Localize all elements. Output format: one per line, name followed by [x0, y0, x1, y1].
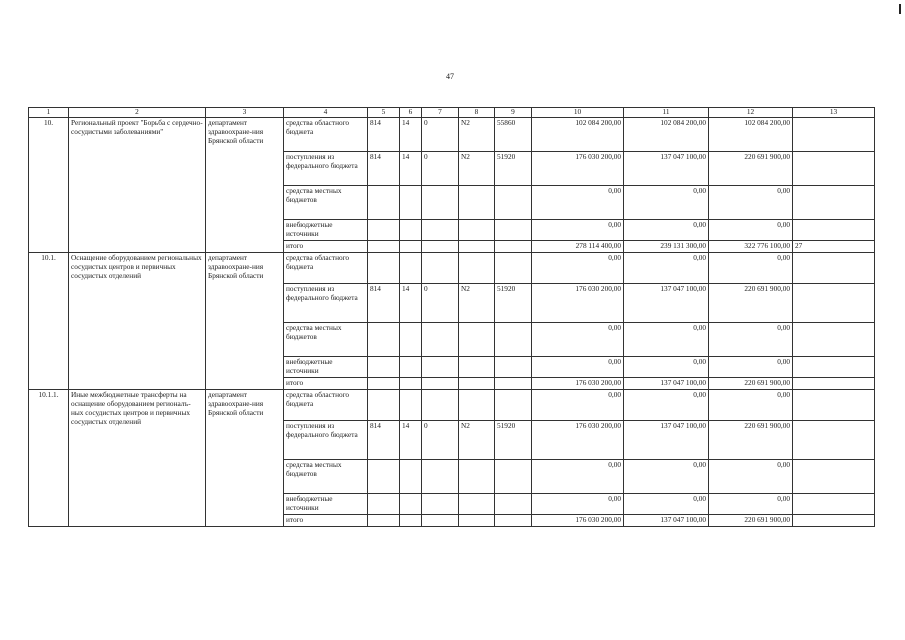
amount-cell: 278 114 400,00: [532, 240, 624, 252]
funding-source: внебюджетные источники: [284, 493, 368, 514]
funding-source: средства областного бюджета: [284, 117, 368, 151]
code-cell: [495, 356, 532, 377]
amount-cell: 0,00: [532, 185, 624, 219]
amount-cell: 0,00: [532, 459, 624, 493]
amount-cell: 137 047 100,00: [624, 283, 709, 322]
amount-cell: 0,00: [532, 356, 624, 377]
header-cell: 12: [709, 108, 793, 118]
project-name: Оснащение оборудованием региональных сосудистых центров и первичных сосудистых отделений: [69, 252, 206, 389]
header-cell: 9: [495, 108, 532, 118]
code-cell: 814: [368, 117, 400, 151]
amount-cell: 176 030 200,00: [532, 514, 624, 526]
code-cell: [459, 252, 495, 283]
amount-cell: 137 047 100,00: [624, 514, 709, 526]
project-name: Иные межбюджетные трансферты на оснащение оборудованием регионалъ-ных сосудистых центров и первичных сосудистых отделений: [69, 389, 206, 526]
row-number: 10.1.1.: [29, 389, 69, 526]
amount-cell: 220 691 900,00: [709, 283, 793, 322]
note-cell: [793, 283, 875, 322]
code-cell: [422, 389, 459, 420]
code-cell: [422, 356, 459, 377]
funding-source: средства областного бюджета: [284, 252, 368, 283]
amount-cell: 0,00: [709, 322, 793, 356]
code-cell: [422, 219, 459, 240]
note-cell: [793, 219, 875, 240]
note-cell: [793, 493, 875, 514]
code-cell: [459, 356, 495, 377]
code-cell: [400, 389, 422, 420]
code-cell: 0: [422, 420, 459, 459]
note-cell: 27: [793, 240, 875, 252]
header-cell: 10: [532, 108, 624, 118]
code-cell: [459, 459, 495, 493]
funding-source: итого: [284, 377, 368, 389]
amount-cell: 220 691 900,00: [709, 514, 793, 526]
code-cell: 0: [422, 117, 459, 151]
code-cell: [368, 459, 400, 493]
code-cell: [422, 240, 459, 252]
code-cell: [495, 240, 532, 252]
amount-cell: 322 776 100,00: [709, 240, 793, 252]
funding-source: средства местных бюджетов: [284, 459, 368, 493]
code-cell: [422, 252, 459, 283]
code-cell: [495, 514, 532, 526]
funding-source: поступления из федерального бюджета: [284, 151, 368, 185]
department: департамент здравоохране-ния Брянской области: [206, 389, 284, 526]
code-cell: [422, 322, 459, 356]
budget-table: [28, 107, 875, 527]
code-cell: 51920: [495, 283, 532, 322]
page-number: 47: [446, 72, 454, 81]
code-cell: [459, 185, 495, 219]
amount-cell: 0,00: [532, 219, 624, 240]
amount-cell: 0,00: [709, 493, 793, 514]
table-row: [29, 117, 875, 151]
note-cell: [793, 322, 875, 356]
amount-cell: 0,00: [709, 252, 793, 283]
code-cell: [495, 459, 532, 493]
code-cell: [368, 185, 400, 219]
code-cell: [459, 377, 495, 389]
code-cell: [400, 185, 422, 219]
amount-cell: 176 030 200,00: [532, 377, 624, 389]
amount-cell: 239 131 300,00: [624, 240, 709, 252]
code-cell: [368, 377, 400, 389]
code-cell: [400, 240, 422, 252]
code-cell: 14: [400, 283, 422, 322]
code-cell: [368, 356, 400, 377]
note-cell: [793, 514, 875, 526]
department: департамент здравоохране-ния Брянской области: [206, 252, 284, 389]
code-cell: [495, 252, 532, 283]
funding-source: внебюджетные источники: [284, 219, 368, 240]
code-cell: 55860: [495, 117, 532, 151]
note-cell: [793, 389, 875, 420]
code-cell: 14: [400, 117, 422, 151]
code-cell: N2: [459, 283, 495, 322]
code-cell: [459, 219, 495, 240]
amount-cell: 220 691 900,00: [709, 420, 793, 459]
code-cell: [400, 252, 422, 283]
amount-cell: 0,00: [709, 459, 793, 493]
amount-cell: 220 691 900,00: [709, 377, 793, 389]
code-cell: [495, 389, 532, 420]
code-cell: [400, 377, 422, 389]
row-number: 10.: [29, 117, 69, 252]
amount-cell: 0,00: [624, 185, 709, 219]
code-cell: [422, 459, 459, 493]
funding-source: поступления из федерального бюджета: [284, 420, 368, 459]
funding-source: поступления из федерального бюджета: [284, 283, 368, 322]
funding-source: итого: [284, 240, 368, 252]
code-cell: 814: [368, 283, 400, 322]
department: департамент здравоохране-ния Брянской области: [206, 117, 284, 252]
code-cell: [368, 219, 400, 240]
code-cell: 814: [368, 420, 400, 459]
code-cell: [368, 493, 400, 514]
code-cell: 51920: [495, 420, 532, 459]
code-cell: [459, 389, 495, 420]
funding-source: средства местных бюджетов: [284, 322, 368, 356]
code-cell: [422, 493, 459, 514]
amount-cell: 102 084 200,00: [624, 117, 709, 151]
amount-cell: 176 030 200,00: [532, 151, 624, 185]
amount-cell: 0,00: [624, 252, 709, 283]
note-cell: [793, 459, 875, 493]
code-cell: [495, 493, 532, 514]
header-cell: 4: [284, 108, 368, 118]
code-cell: [495, 185, 532, 219]
table-row: [29, 252, 875, 283]
code-cell: [459, 322, 495, 356]
funding-source: средства местных бюджетов: [284, 185, 368, 219]
project-name: Региональный проект "Борьба с сердечно-сосудистыми заболеваниями": [69, 117, 206, 252]
amount-cell: 0,00: [624, 356, 709, 377]
note-cell: [793, 356, 875, 377]
code-cell: N2: [459, 420, 495, 459]
code-cell: [400, 459, 422, 493]
code-cell: 814: [368, 151, 400, 185]
funding-source: итого: [284, 514, 368, 526]
amount-cell: 0,00: [532, 322, 624, 356]
table-header-row: [29, 108, 875, 118]
amount-cell: 0,00: [624, 459, 709, 493]
amount-cell: 0,00: [532, 252, 624, 283]
amount-cell: 0,00: [709, 389, 793, 420]
amount-cell: 220 691 900,00: [709, 151, 793, 185]
amount-cell: 137 047 100,00: [624, 420, 709, 459]
code-cell: 0: [422, 151, 459, 185]
code-cell: 14: [400, 151, 422, 185]
amount-cell: 176 030 200,00: [532, 283, 624, 322]
amount-cell: 0,00: [709, 356, 793, 377]
amount-cell: 0,00: [532, 389, 624, 420]
header-cell: 3: [206, 108, 284, 118]
code-cell: [495, 377, 532, 389]
code-cell: [368, 240, 400, 252]
header-cell: 11: [624, 108, 709, 118]
code-cell: [495, 322, 532, 356]
code-cell: 14: [400, 420, 422, 459]
note-cell: [793, 117, 875, 151]
amount-cell: 137 047 100,00: [624, 151, 709, 185]
amount-cell: 0,00: [624, 493, 709, 514]
code-cell: [459, 514, 495, 526]
code-cell: N2: [459, 151, 495, 185]
code-cell: [400, 514, 422, 526]
amount-cell: 0,00: [532, 493, 624, 514]
table-row: [29, 389, 875, 420]
amount-cell: 102 084 200,00: [709, 117, 793, 151]
funding-source: внебюджетные источники: [284, 356, 368, 377]
amount-cell: 102 084 200,00: [532, 117, 624, 151]
code-cell: [400, 322, 422, 356]
code-cell: [368, 514, 400, 526]
code-cell: [422, 185, 459, 219]
code-cell: [422, 377, 459, 389]
header-cell: 7: [422, 108, 459, 118]
code-cell: [400, 356, 422, 377]
code-cell: [400, 493, 422, 514]
amount-cell: 0,00: [709, 185, 793, 219]
code-cell: [368, 252, 400, 283]
header-cell: 2: [69, 108, 206, 118]
header-cell: 6: [400, 108, 422, 118]
header-cell: 8: [459, 108, 495, 118]
row-number: 10.1.: [29, 252, 69, 389]
note-cell: [793, 151, 875, 185]
amount-cell: 0,00: [709, 219, 793, 240]
code-cell: [495, 219, 532, 240]
edge-mark: [899, 4, 901, 14]
code-cell: [368, 389, 400, 420]
header-cell: 5: [368, 108, 400, 118]
code-cell: 0: [422, 283, 459, 322]
header-cell: 1: [29, 108, 69, 118]
code-cell: [459, 240, 495, 252]
amount-cell: 0,00: [624, 219, 709, 240]
note-cell: [793, 377, 875, 389]
code-cell: 51920: [495, 151, 532, 185]
funding-source: средства областного бюджета: [284, 389, 368, 420]
note-cell: [793, 420, 875, 459]
code-cell: N2: [459, 117, 495, 151]
code-cell: [459, 493, 495, 514]
note-cell: [793, 252, 875, 283]
note-cell: [793, 185, 875, 219]
amount-cell: 137 047 100,00: [624, 377, 709, 389]
header-cell: 13: [793, 108, 875, 118]
amount-cell: 0,00: [624, 389, 709, 420]
amount-cell: 0,00: [624, 322, 709, 356]
amount-cell: 176 030 200,00: [532, 420, 624, 459]
code-cell: [422, 514, 459, 526]
code-cell: [368, 322, 400, 356]
code-cell: [400, 219, 422, 240]
